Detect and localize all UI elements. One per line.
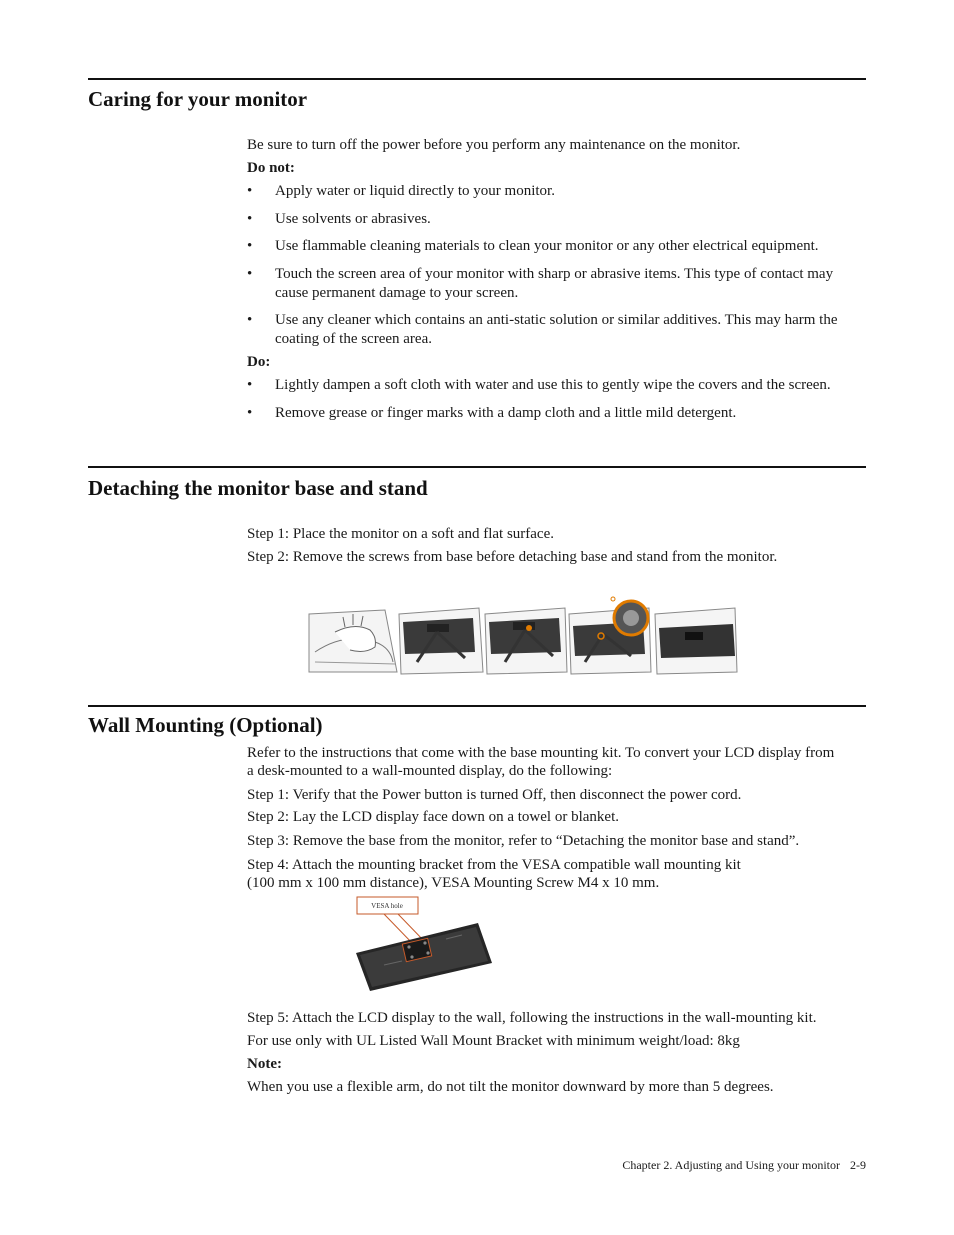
wall-step-1: Step 1: Verify that the Power button is turned Off, then disconnect the power cord.: [247, 787, 742, 803]
footer-chapter: Chapter 2. Adjusting and Using your monitor: [622, 1158, 840, 1172]
wall-step-4-line-2: (100 mm x 100 mm distance), VESA Mounting Screw M4 x 10 mm.: [247, 875, 660, 891]
panel-monitor-facedown: [399, 608, 483, 674]
bullet-icon: •: [247, 211, 253, 227]
heading-caring: Caring for your monitor: [88, 87, 308, 111]
wall-step-4-line-1: Step 4: Attach the mounting bracket from the VESA compatible wall mounting kit: [247, 857, 741, 873]
wall-step-2: Step 2: Lay the LCD display face down on a towel or blanket.: [247, 809, 619, 825]
footer-page-number: 2-9: [850, 1158, 866, 1172]
caring-body: Be sure to turn off the power before you perform any maintenance on the monitor. Do not: • Apply water or liquid directly to your monitor. • Use solvents or abrasives. • Use flammable cleaning materials to clean your monitor or any other electrical equipment. • Touch the screen area of your monitor with sharp or abrasive items. This type of contact may cause permanent damage to your screen. • Use any cleaner which contains an anti-static solution or similar additives. This may harm the coating of the screen area. Do: • Lightly dampen a soft cloth with water and use this to gently wipe the covers and the screen. • Remove grease or finger marks with a damp cloth and a little mild detergent.: [247, 137, 838, 421]
bullet-icon: •: [247, 266, 253, 282]
note-label: Note:: [247, 1056, 282, 1072]
bullet-icon: •: [247, 405, 253, 421]
heading-detaching: Detaching the monitor base and stand: [88, 476, 428, 500]
vesa-hole-label: VESA hole: [371, 902, 403, 910]
wall-step-5: Step 5: Attach the LCD display to the wall, following the instructions in the wall-mounting kit.: [247, 1010, 817, 1026]
wall-intro-line-1: Refer to the instructions that come with the base mounting kit. To convert your LCD display from: [247, 745, 835, 761]
donot-label: Do not:: [247, 160, 295, 176]
bullet-icon: •: [247, 377, 253, 393]
panel-monitor-without-stand: [655, 608, 737, 674]
section-rule-caring: [88, 78, 866, 80]
wall-body-bottom: [247, 1009, 867, 1099]
detach-illustration: [305, 592, 741, 678]
heading-wall: Wall Mounting (Optional): [88, 713, 323, 737]
panel-rotate-stand: [569, 597, 651, 674]
note-text: When you use a flexible arm, do not tilt the monitor downward by more than 5 degrees.: [247, 1079, 774, 1095]
vesa-illustration: [354, 895, 494, 993]
page-footer: [622, 1158, 866, 1173]
section-rule-wall: [88, 705, 866, 707]
detach-step-1: Step 1: Place the monitor on a soft and flat surface.: [247, 526, 554, 542]
wall-step-3: Step 3: Remove the base from the monitor, refer to “Detaching the monitor base and stand”.: [247, 833, 800, 849]
bullet-icon: •: [247, 183, 253, 199]
do-label: Do:: [247, 354, 271, 370]
detaching-body: [247, 525, 867, 570]
section-rule-detaching: [88, 466, 866, 468]
panel-hand-illustration: [309, 610, 397, 672]
bullet-icon: •: [247, 312, 253, 328]
ul-note: For use only with UL Listed Wall Mount Bracket with minimum weight/load: 8kg: [247, 1033, 740, 1049]
wall-intro-line-2: a desk-mounted to a wall-mounted display, do the following:: [247, 763, 613, 779]
detach-step-2: Step 2: Remove the screws from base before detaching base and stand from the monitor.: [247, 549, 778, 565]
wall-body-top: [247, 744, 867, 894]
bullet-icon: •: [247, 238, 253, 254]
caring-intro: Be sure to turn off the power before you perform any maintenance on the monitor.: [247, 137, 741, 153]
panel-remove-screws: [485, 608, 567, 674]
